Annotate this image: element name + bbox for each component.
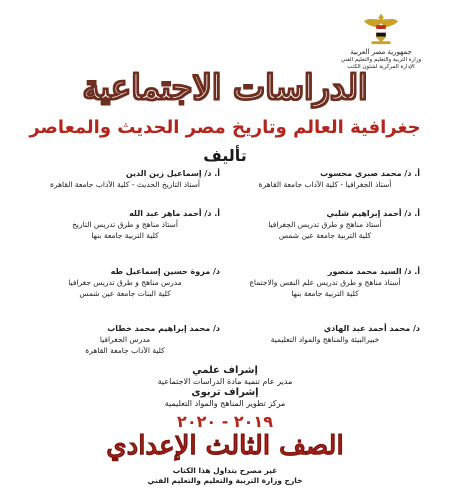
educational-supervision-heading: إشراف تربوى bbox=[191, 387, 259, 398]
author-affiliation: أستاذ مناهج و طرق تدريس الجغرافيا bbox=[268, 220, 382, 229]
authors-heading: تأليف bbox=[203, 146, 247, 165]
ministry-header bbox=[326, 10, 436, 71]
author-2 bbox=[30, 168, 220, 190]
author-3 bbox=[230, 208, 420, 241]
author-4 bbox=[30, 208, 220, 241]
header-line-3: الإدارة المركزية لشئون الكتب bbox=[347, 64, 415, 70]
author-7 bbox=[230, 323, 420, 345]
author-8 bbox=[30, 323, 220, 356]
author-affiliation: كلية الآداب جامعة القاهرة bbox=[85, 346, 165, 355]
author-1 bbox=[230, 168, 420, 190]
author-affiliation: أستاذ التاريخ الحديث - كلية الآداب جامعة القاهرة bbox=[50, 180, 200, 189]
author-affiliation: خبيرالبيئة والمناهج والمواد التعليمية bbox=[270, 335, 380, 344]
author-5 bbox=[230, 266, 420, 299]
author-affiliation: أستاذ مناهج و طرق تدريس التاريخ bbox=[72, 220, 178, 229]
author-name: أ. د/ إسماعيل زين الدين bbox=[125, 169, 220, 178]
footer-line-2: خارج وزارة التربية والتعليم والتعليم الفني bbox=[147, 476, 303, 485]
author-affiliation: مدرس الجغرافيا bbox=[99, 335, 151, 344]
header-line-1: جمهورية مصر العربية bbox=[350, 48, 412, 56]
author-name: أ. د/ أحمد إبراهيم شلبي bbox=[326, 209, 420, 218]
author-affiliation: أستاذ الجغرافيا - كلية الآداب جامعة القاهرة bbox=[258, 180, 392, 189]
scientific-supervision-heading: إشراف علمي bbox=[192, 365, 258, 376]
eagle-emblem-icon bbox=[362, 10, 400, 46]
author-name: د/ مروة حسين إسماعيل طه bbox=[110, 267, 220, 276]
supervision-block bbox=[0, 365, 450, 409]
book-subtitle: جغرافية العالم وتاريخ مصر الحديث والمعاصر bbox=[29, 117, 421, 138]
author-6 bbox=[30, 266, 220, 299]
author-affiliation: كلية التربية جامعة عين شمس bbox=[278, 231, 372, 240]
book-title: الدراسات الاجتماعية bbox=[82, 68, 368, 108]
educational-supervision-text: مركز تطوير المناهج والمواد التعليمية bbox=[164, 399, 286, 408]
footer-line-1: غير مصرح بتداول هذا الكتاب bbox=[172, 466, 278, 475]
author-name: أ. د/ محمد صبري محسوب bbox=[320, 169, 420, 178]
author-name: أ. د/ السيد محمد منصور bbox=[327, 267, 420, 276]
author-affiliation: كلية التربية جامعة بنها bbox=[291, 289, 359, 298]
author-affiliation: مدرس مناهج و طرق تدريس جغرافيا bbox=[68, 278, 182, 287]
header-line-2: وزارة التربية والتعليم والتعليم الفني bbox=[340, 57, 422, 63]
author-affiliation: كلية التربية جامعة بنها bbox=[91, 231, 159, 240]
author-name: د/ محمد إبراهيم محمد خطاب bbox=[107, 324, 220, 333]
author-name: أ. د/ أحمد ماهر عبد الله bbox=[129, 209, 220, 218]
academic-year: ٢٠١٩ - ٢٠٢٠ bbox=[177, 412, 273, 431]
author-affiliation: كلية البنات جامعة عين شمس bbox=[79, 289, 171, 298]
grade-label: الصف الثالث الإعدادي bbox=[106, 431, 344, 461]
author-name: د/ محمد أحمد عبد الهادي bbox=[323, 324, 420, 333]
author-affiliation: أستاذ مناهج و طرق تدريس علم النفس والاجتماع bbox=[249, 278, 401, 287]
scientific-supervision-text: مدير عام تنمية مادة الدراسات الاجتماعية bbox=[157, 377, 293, 386]
footer-notice bbox=[0, 466, 450, 486]
authors-list bbox=[30, 168, 420, 378]
